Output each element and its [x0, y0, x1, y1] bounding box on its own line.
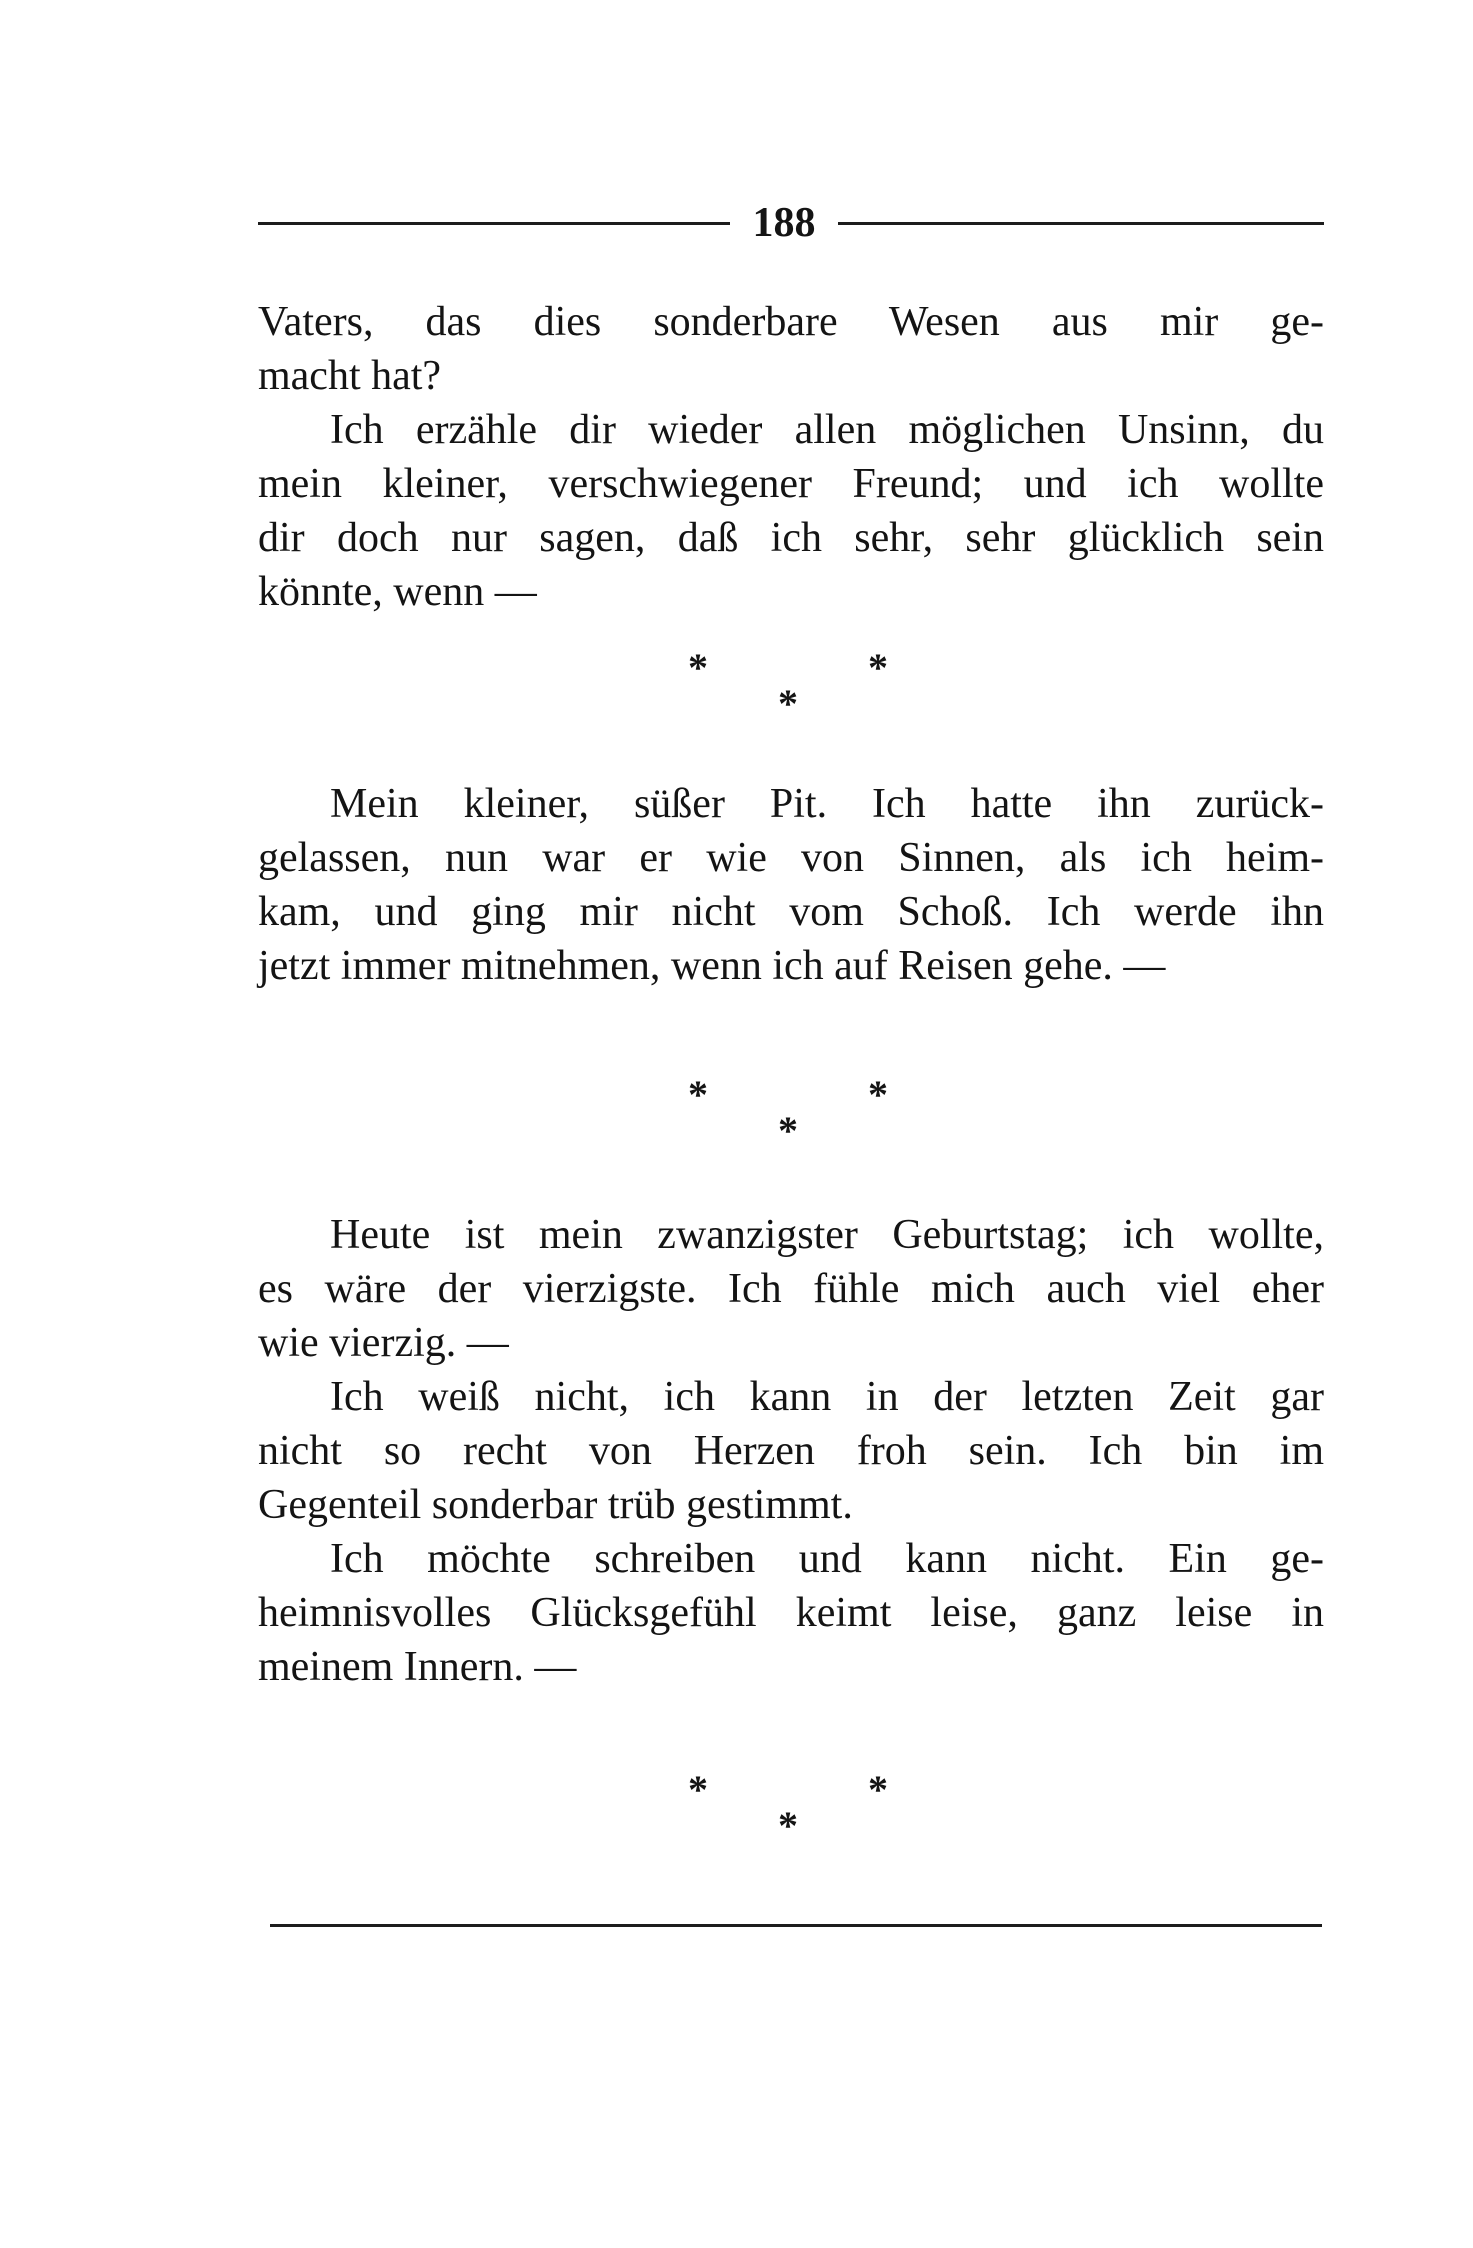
asterisk: * [688, 1072, 708, 1117]
header-rule-left [258, 222, 730, 225]
paragraph-2 [258, 403, 1324, 619]
text-line: Gegenteil sonderbar trüb gestimmt. [258, 1482, 853, 1528]
asterism-separator [658, 645, 918, 728]
text-line: Mein kleiner, süßer Pit. Ich hatte ihn zurück- [330, 781, 1324, 827]
text-line: Ich möchte schreiben und kann nicht. Ein ge- [330, 1536, 1324, 1582]
paragraph-5 [258, 1370, 1324, 1532]
text-line: Heute ist mein zwanzigster Geburtstag; ich wollte, [330, 1212, 1324, 1258]
text-line: Vaters, das dies sonderbare Wesen aus mir ge- [258, 299, 1324, 345]
text-line: macht hat? [258, 353, 442, 399]
text-line: kam, und ging mir nicht vom Schoß. Ich werde ihn [258, 889, 1324, 935]
asterisk: * [868, 645, 888, 690]
text-line: Ich erzähle dir wieder allen möglichen Unsinn, du [330, 407, 1324, 453]
page-number: 188 [752, 200, 816, 246]
text-line: könnte, wenn — [258, 569, 537, 615]
asterisk: * [868, 1072, 888, 1117]
text-line: jetzt immer mitnehmen, wenn ich auf Reisen gehe. — [258, 943, 1166, 989]
text-line: Ich weiß nicht, ich kann in der letzten Zeit gar [330, 1374, 1324, 1420]
paragraph-1 [258, 295, 1324, 403]
text-line: dir doch nur sagen, daß ich sehr, sehr glücklich sein [258, 515, 1324, 561]
paragraph-4 [258, 1208, 1324, 1370]
asterisk: * [868, 1767, 888, 1812]
text-line: meinem Innern. — [258, 1644, 577, 1690]
paragraph-6 [258, 1532, 1324, 1694]
text-line: heimnisvolles Glücksgefühl keimt leise, ganz leise in [258, 1590, 1324, 1636]
asterism-separator [658, 1072, 918, 1155]
asterisk: * [778, 681, 798, 726]
asterisk: * [688, 645, 708, 690]
text-line: mein kleiner, verschwiegener Freund; und ich wollte [258, 461, 1324, 507]
footer-rule [270, 1924, 1322, 1927]
text-line: gelassen, nun war er wie von Sinnen, als ich heim- [258, 835, 1324, 881]
asterisk: * [778, 1803, 798, 1848]
text-line: es wäre der vierzigste. Ich fühle mich auch viel eher [258, 1266, 1324, 1312]
text-line: wie vierzig. — [258, 1320, 509, 1366]
asterism-separator [658, 1767, 918, 1850]
paragraph-3 [258, 777, 1324, 993]
asterisk: * [688, 1767, 708, 1812]
text-line: nicht so recht von Herzen froh sein. Ich bin im [258, 1428, 1324, 1474]
header-rule-right [838, 222, 1324, 225]
asterisk: * [778, 1108, 798, 1153]
page-header [258, 195, 1324, 255]
